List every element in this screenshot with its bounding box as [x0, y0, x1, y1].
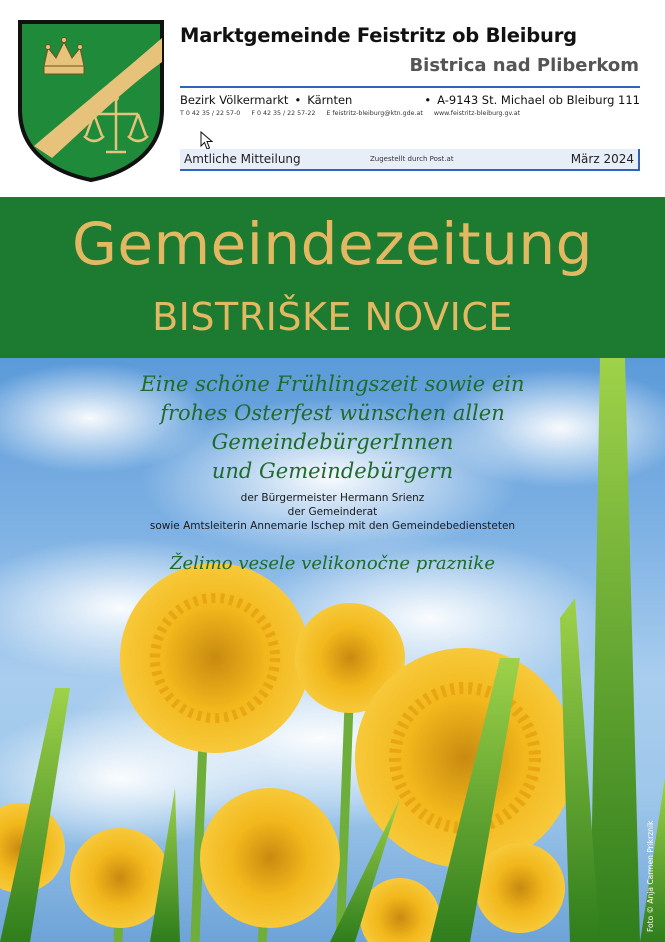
bullet: •: [294, 93, 302, 107]
issue-date: März 2024: [570, 152, 634, 166]
website: www.feistritz-bleiburg.gv.at: [433, 110, 521, 117]
greeting-line: und Gemeindebürgern: [211, 459, 454, 483]
signatories: [0, 491, 665, 533]
header: [0, 0, 665, 197]
municipality-subtitle: Bistrica nad Pliberkom: [409, 55, 639, 76]
email: E feistritz-bleiburg@ktn.gde.at: [326, 110, 423, 117]
location-text: A-9143 St. Michael ob Bleiburg 111: [437, 93, 640, 107]
coat-of-arms-icon: [16, 18, 166, 183]
divider: [180, 86, 640, 88]
state: Kärnten: [307, 93, 353, 107]
fax: F 0 42 35 / 22 57-22: [251, 110, 316, 117]
municipality-title: Marktgemeinde Feistritz ob Bleiburg: [180, 24, 577, 47]
signatory-line: der Bürgermeister Hermann Srienz: [240, 492, 425, 504]
greeting-line: frohes Osterfest wünschen allen: [160, 401, 505, 425]
greeting-line: GemeindebürgerInnen: [211, 430, 454, 454]
signatory-line: sowie Amtsleiterin Annemarie Ischep mit den Gemeindebediensteten: [149, 520, 516, 532]
phone: T 0 42 35 / 22 57-0: [180, 110, 241, 117]
masthead-title: Gemeindezeitung: [71, 210, 593, 278]
mouse-pointer-icon: [200, 131, 214, 151]
signatory-line: der Gemeinderat: [287, 506, 378, 518]
location: [418, 93, 640, 107]
slovene-greeting: Želimo vesele velikonočne praznike: [170, 553, 495, 574]
contact-line: [180, 110, 640, 117]
official-notice: Amtliche Mitteilung: [184, 152, 301, 166]
photo-credit: Foto © Anja Carmen Prikrznik: [646, 820, 655, 932]
divider: [638, 149, 640, 171]
greeting-text: [0, 370, 665, 486]
bullet: •: [424, 93, 432, 107]
greeting-line: Eine schöne Frühlingszeit sowie ein: [140, 372, 525, 396]
address-line: [180, 93, 640, 107]
masthead-subtitle: BISTRIŠKE NOVICE: [152, 295, 513, 339]
district: Bezirk Völkermarkt: [180, 93, 289, 107]
delivery-note: Zugestellt durch Post.at: [370, 155, 454, 163]
info-bar: [180, 149, 640, 171]
